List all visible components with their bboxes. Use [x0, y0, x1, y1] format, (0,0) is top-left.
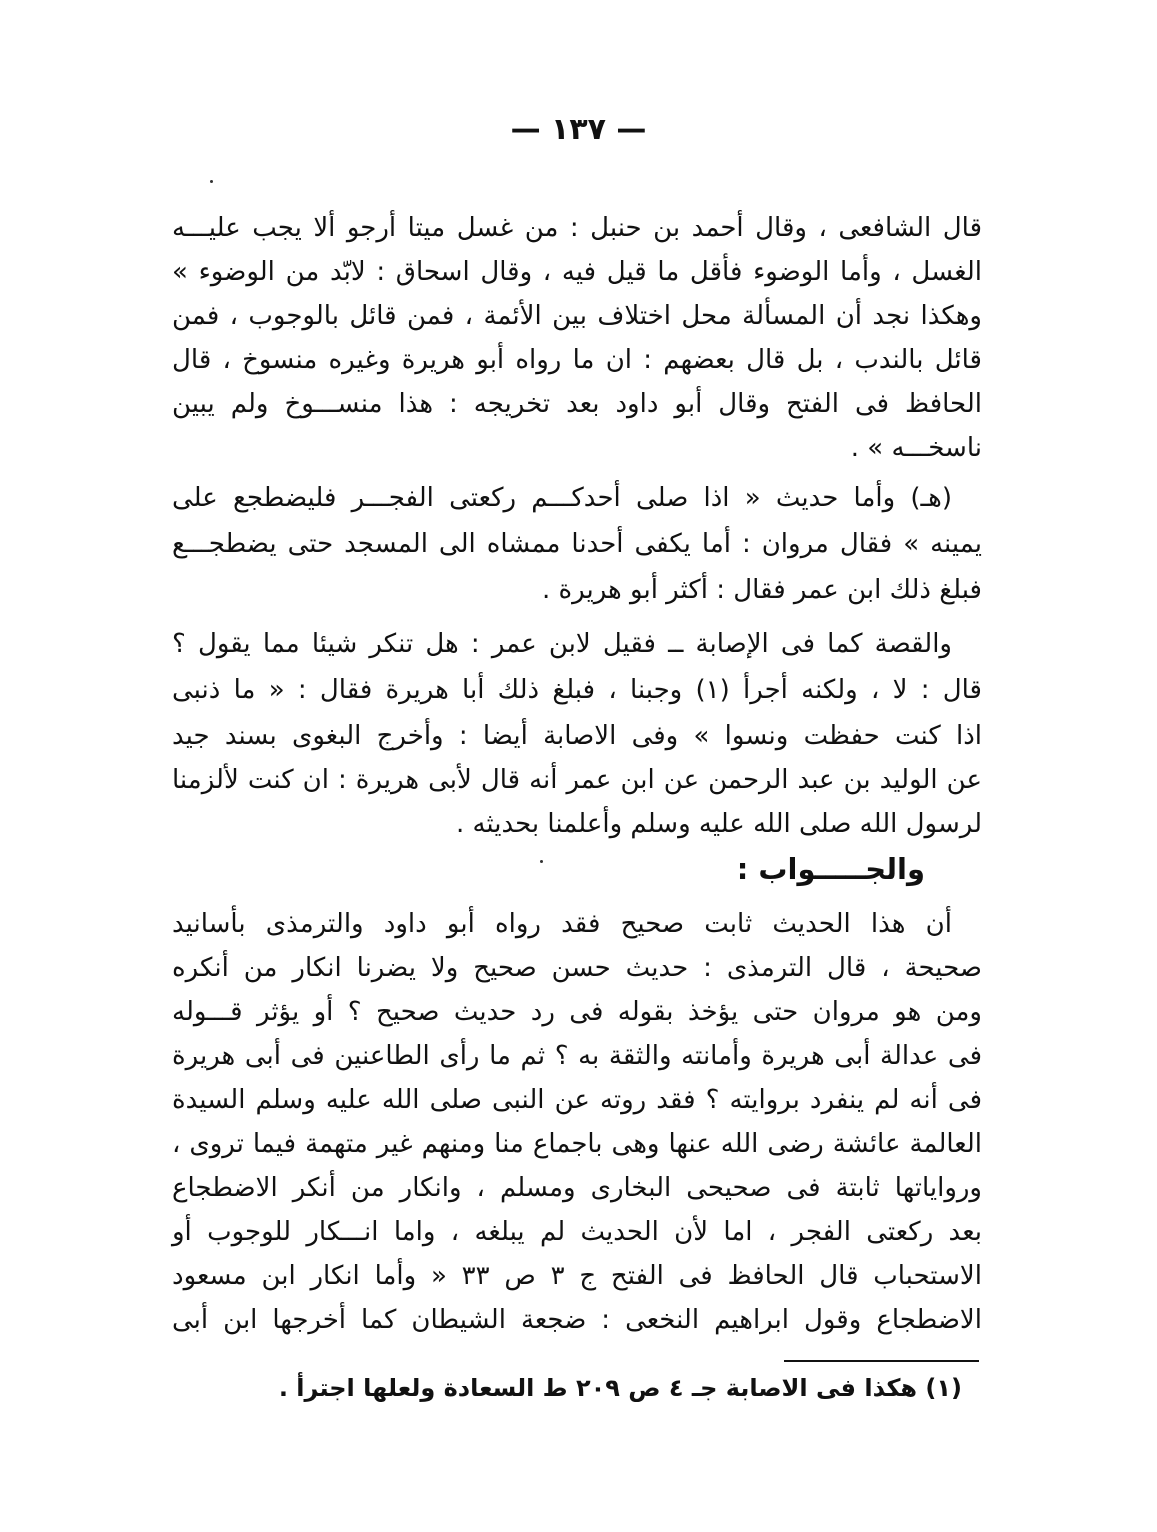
text-line: الاضطجاع وقول ابراهيم النخعى : ضجعة الشيطان كما أخرجها ابن أبى	[172, 1305, 982, 1335]
page-number: — ١٣٧ —	[510, 112, 647, 147]
text-line: الغسل ، وأما الوضوء فأقل ما قيل فيه ، وقال اسحاق : لابّد من الوضوء »	[172, 257, 982, 287]
text-line: العالمة عائشة رضى الله عنها وهى باجماع منا ومنهم غير متهمة فيما تروى ،	[172, 1129, 982, 1159]
scan-speck	[540, 860, 543, 863]
text-line: فبلغ ذلك ابن عمر فقال : أكثر أبو هريرة .	[541, 575, 982, 605]
text-line: ناسخـــه » .	[850, 433, 982, 463]
text-line: عن الوليد بن عبد الرحمن عن ابن عمر أنه قال لأبى هريرة : ان كنت لألزمنا	[172, 765, 982, 795]
text-line: لرسول الله صلى الله عليه وسلم وأعلمنا بحديثه .	[455, 809, 982, 839]
text-line: فى عدالة أبى هريرة وأمانته والثقة به ؟ ثم ما رأى الطاعنين فى أبى هريرة	[172, 1041, 982, 1071]
text-line: الحافظ فى الفتح وقال أبو داود بعد تخريجه : هذا منســـوخ ولم يبين	[172, 389, 982, 419]
text-line: اذا كنت حفظت ونسوا » وفى الاصابة أيضا : وأخرج البغوى بسند جيد	[172, 721, 982, 751]
text-line: قال الشافعى ، وقال أحمد بن حنبل : من غسل ميتا أرجو ألا يجب عليـــه	[172, 213, 982, 243]
text-line: بعد ركعتى الفجر ، اما لأن الحديث لم يبلغه ، واما انـــكار للوجوب أو	[172, 1217, 982, 1247]
text-line: قائل بالندب ، بل قال بعضهم : ان ما رواه أبو هريرة وغيره منسوخ ، قال	[172, 345, 982, 375]
text-line: والقصة كما فى الإصابة ــ فقيل لابن عمر : هل تنكر شيئا مما يقول ؟	[172, 629, 952, 659]
text-line: أن هذا الحديث ثابت صحيح فقد رواه أبو داود والترمذى بأسانيد	[172, 909, 952, 939]
text-line: يمينه » فقال مروان : أما يكفى أحدنا ممشاه الى المسجد حتى يضطجـــع	[172, 529, 982, 559]
text-line: فى أنه لم ينفرد بروايته ؟ فقد روته عن النبى صلى الله عليه وسلم السيدة	[172, 1085, 982, 1115]
footnote: (١) هكذا فى الاصابة جـ ٤ ص ٢٠٩ ط السعادة ولعلها اجترأ .	[278, 1374, 962, 1402]
scan-speck	[210, 180, 213, 183]
text-line: وهكذا نجد أن المسألة محل اختلاف بين الأئمة ، فمن قائل بالوجوب ، فمن	[172, 301, 982, 331]
text-line: قال : لا ، ولكنه أجرأ (١) وجبنا ، فبلغ ذلك أبا هريرة فقال : « ما ذنبى	[172, 675, 982, 705]
text-line: (هـ) وأما حديث « اذا صلى أحدكـــم ركعتى الفجـــر فليضطجع على	[172, 483, 952, 513]
text-line: الاستحباب قال الحافظ فى الفتح ج ٣ ص ٣٣ « وأما انكار ابن مسعود	[172, 1261, 982, 1291]
section-heading: والجـــــواب :	[736, 852, 925, 886]
text-line: ومن هو مروان حتى يؤخذ بقوله فى رد حديث صحيح ؟ أو يؤثر قـــوله	[172, 997, 982, 1027]
footnote-rule	[784, 1360, 979, 1362]
text-line: ورواياتها ثابتة فى صحيحى البخارى ومسلم ، وانكار من أنكر الاضطجاع	[172, 1173, 982, 1203]
text-line: صحيحة ، قال الترمذى : حديث حسن صحيح ولا يضرنا انكار من أنكره	[172, 953, 982, 983]
